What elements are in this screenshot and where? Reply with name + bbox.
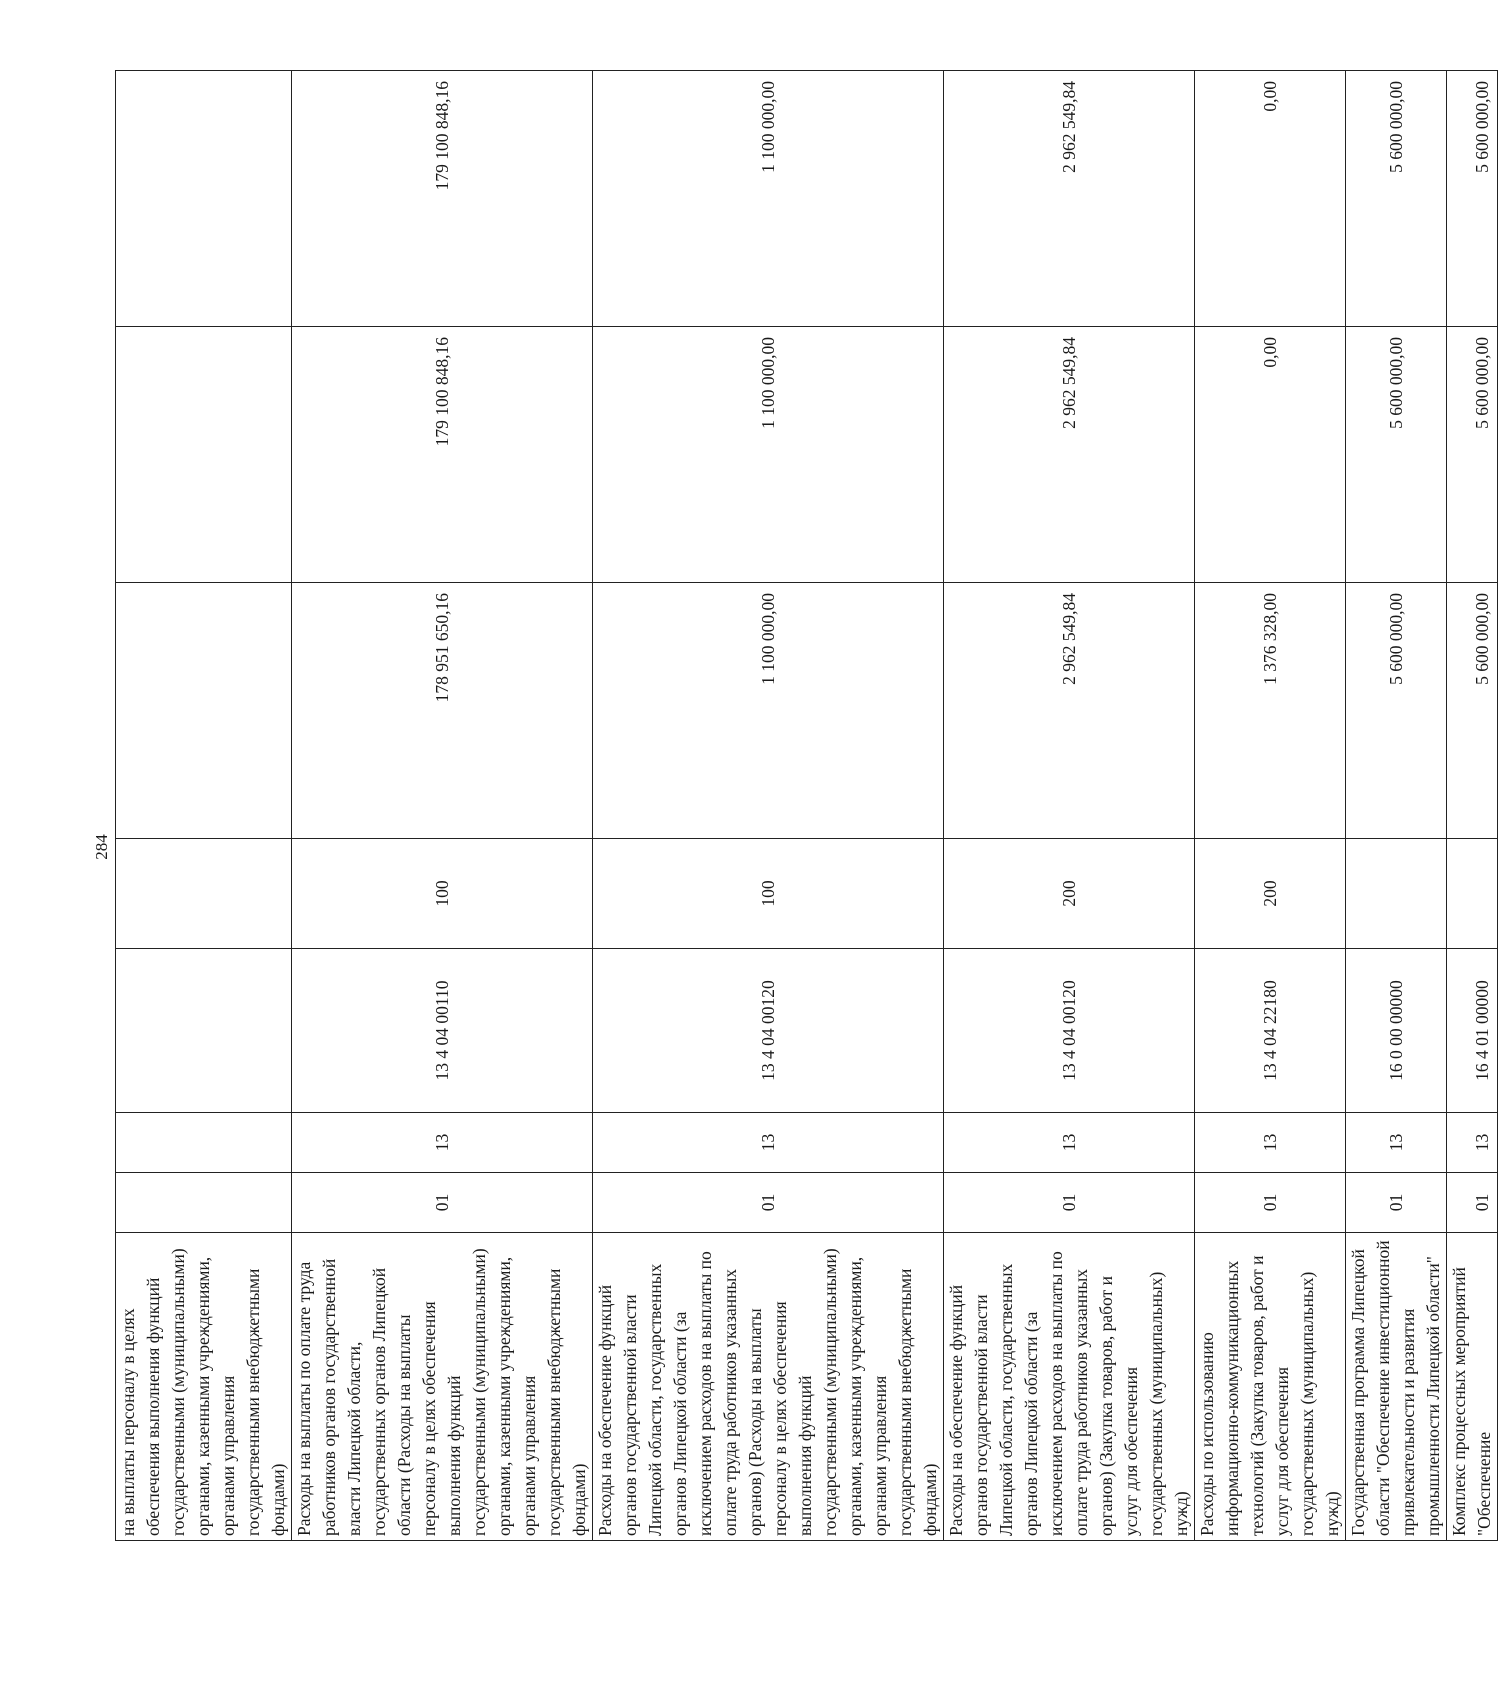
page-number: 284 — [92, 834, 111, 860]
amount-3-cell: 179 100 848,16 — [292, 71, 593, 327]
subsection-code-cell — [116, 1113, 292, 1173]
row-name-cell: на выплаты персоналу в целях обеспечения выполнения функций государственными (муниципальными) органами, казенными учреждениями, органами управления государственными внебюджетными фондами) — [116, 1233, 292, 1541]
expense-kind-cell: 200 — [944, 839, 1195, 949]
expense-kind-cell — [116, 839, 292, 949]
expense-kind-cell — [1346, 839, 1447, 949]
row-name-cell: Расходы на выплаты по оплате труда работников органов государственной власти Липецкой области, государственных органов Липецкой области (Расходы на выплаты персоналу в целях обеспечения выполнения функций государственными (муниципальными) органами, казенными учреждениями, органами управления государственными внебюджетными фондами) — [292, 1233, 593, 1541]
amount-3-cell: 0,00 — [1195, 71, 1346, 327]
amount-2-cell: 179 100 848,16 — [292, 327, 593, 583]
section-code-cell: 01 — [1346, 1173, 1447, 1233]
table-row — [292, 71, 593, 1541]
section-code-cell: 01 — [1195, 1173, 1346, 1233]
row-name-cell: Расходы по использованию информационно-коммуникационных технологий (Закупка товаров, работ и услуг для обеспечения государственных (муниципальных) нужд) — [1195, 1233, 1346, 1541]
target-article-cell: 16 0 00 00000 — [1346, 949, 1447, 1113]
subsection-code-cell: 13 — [292, 1113, 593, 1173]
amount-2-cell: 2 962 549,84 — [944, 327, 1195, 583]
amount-1-cell: 5 600 000,00 — [1447, 583, 1498, 839]
table-row — [1195, 71, 1346, 1541]
amount-1-cell: 1 100 000,00 — [593, 583, 944, 839]
amount-2-cell: 5 600 000,00 — [1447, 327, 1498, 583]
expense-kind-cell: 100 — [593, 839, 944, 949]
target-article-cell: 13 4 04 00120 — [944, 949, 1195, 1113]
table-row — [593, 71, 944, 1541]
subsection-code-cell: 13 — [1447, 1113, 1498, 1173]
section-code-cell: 01 — [1447, 1173, 1498, 1233]
amount-2-cell: 1 100 000,00 — [593, 327, 944, 583]
target-article-cell: 13 4 04 00120 — [593, 949, 944, 1113]
target-article-cell: 13 4 04 22180 — [1195, 949, 1346, 1113]
subsection-code-cell: 13 — [1195, 1113, 1346, 1173]
target-article-cell — [116, 949, 292, 1113]
target-article-cell: 16 4 01 00000 — [1447, 949, 1498, 1113]
amount-3-cell: 1 100 000,00 — [593, 71, 944, 327]
section-code-cell: 01 — [292, 1173, 593, 1233]
subsection-code-cell: 13 — [944, 1113, 1195, 1173]
expense-kind-cell: 200 — [1195, 839, 1346, 949]
row-name-cell: Расходы на обеспечение функций органов государственной власти Липецкой области, государственных органов Липецкой области (за исключением расходов на выплаты по оплате труда работников указанных органов) (Расходы на выплаты персоналу в целях обеспечения выполнения функций государственными (муниципальными) органами, казенными учреждениями, органами управления государственными внебюджетными фондами) — [593, 1233, 944, 1541]
amount-2-cell: 0,00 — [1195, 327, 1346, 583]
table-row — [116, 71, 292, 1541]
table-row — [1447, 71, 1498, 1541]
amount-1-cell: 2 962 549,84 — [944, 583, 1195, 839]
subsection-code-cell: 13 — [1346, 1113, 1447, 1173]
amount-1-cell: 5 600 000,00 — [1346, 583, 1447, 839]
amount-3-cell: 2 962 549,84 — [944, 71, 1195, 327]
amount-3-cell: 5 600 000,00 — [1447, 71, 1498, 327]
section-code-cell — [116, 1173, 292, 1233]
table-row — [944, 71, 1195, 1541]
amount-3-cell — [116, 71, 292, 327]
section-code-cell: 01 — [593, 1173, 944, 1233]
row-name-cell: Государственная программа Липецкой области "Обеспечение инвестиционной привлекательности и развития промышленности Липецкой области" — [1346, 1233, 1447, 1541]
target-article-cell: 13 4 04 00110 — [292, 949, 593, 1113]
row-name-cell: Расходы на обеспечение функций органов государственной власти Липецкой области, государственных органов Липецкой области (за исключением расходов на выплаты по оплате труда работников указанных органов) (Закупка товаров, работ и услуг для обеспечения государственных (муниципальных) нужд) — [944, 1233, 1195, 1541]
table-row — [1346, 71, 1447, 1541]
amount-3-cell: 5 600 000,00 — [1346, 71, 1447, 327]
amount-1-cell — [116, 583, 292, 839]
expense-kind-cell — [1447, 839, 1498, 949]
amount-2-cell — [116, 327, 292, 583]
amount-1-cell: 178 951 650,16 — [292, 583, 593, 839]
expense-kind-cell: 100 — [292, 839, 593, 949]
amount-1-cell: 1 376 328,00 — [1195, 583, 1346, 839]
budget-table — [115, 70, 1498, 1541]
row-name-cell: Комплекс процессных мероприятий "Обеспечение — [1447, 1233, 1498, 1541]
amount-2-cell: 5 600 000,00 — [1346, 327, 1447, 583]
subsection-code-cell: 13 — [593, 1113, 944, 1173]
rotated-table-wrapper — [115, 71, 1494, 1541]
section-code-cell: 01 — [944, 1173, 1195, 1233]
